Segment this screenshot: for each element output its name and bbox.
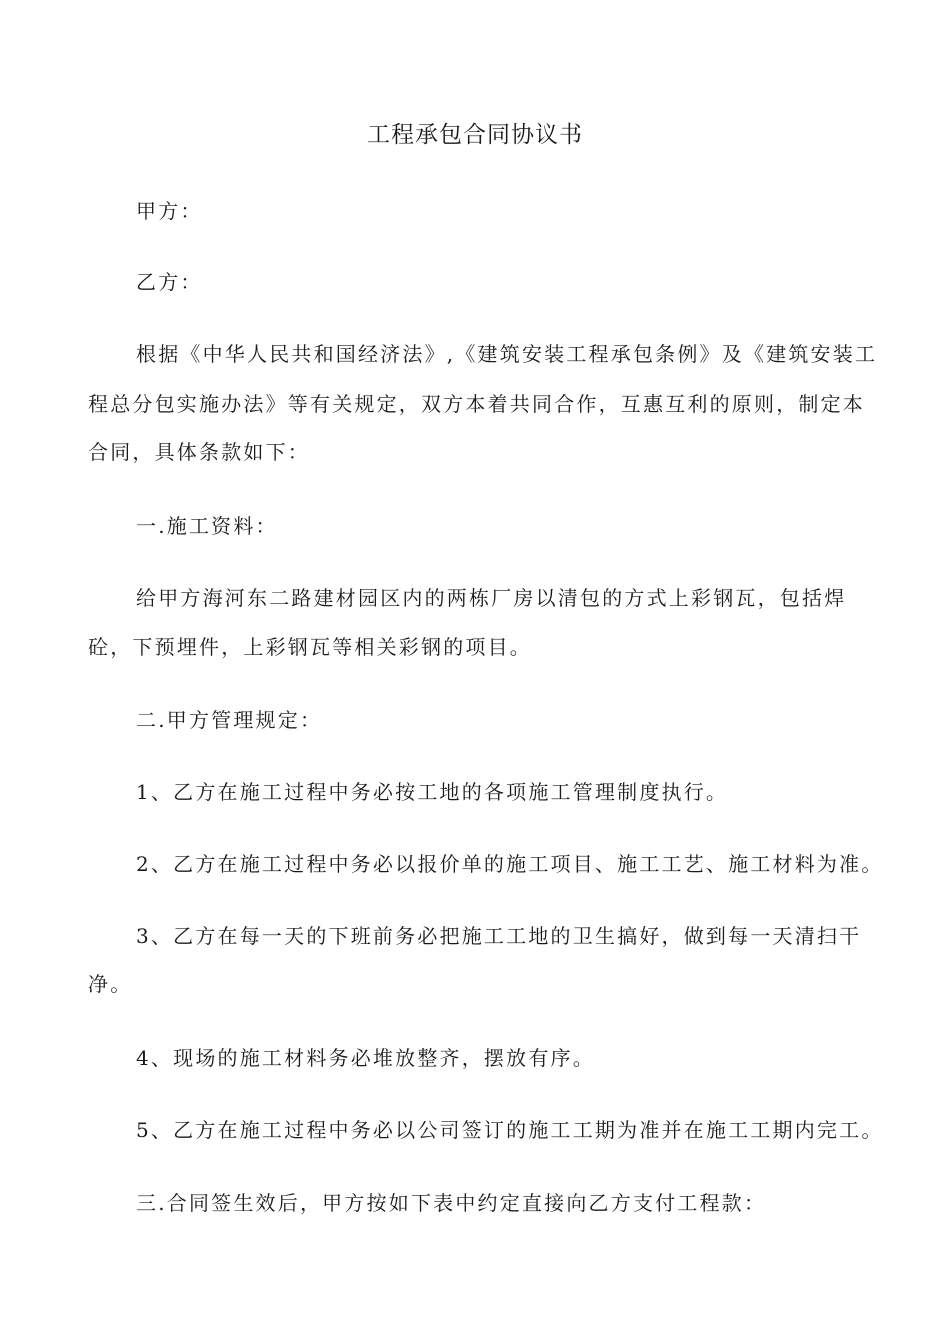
document-title: 工程承包合同协议书 — [367, 122, 583, 148]
intro-line-2: 程总分包实施办法》等有关规定，双方本着共同合作，互惠互利的原则，制定本 — [88, 392, 865, 416]
intro-line-1: 根据《中华人民共和国经济法》,《建筑安装工程承包条例》及《建筑安装工 — [136, 342, 878, 366]
section-1-heading: 一.施工资料： — [136, 514, 278, 538]
section-1-line-1: 给甲方海河东二路建材园区内的两栋厂房以清包的方式上彩钢瓦，包括焊 — [136, 586, 847, 610]
intro-line-3: 合同，具体条款如下： — [88, 440, 310, 464]
party-a-label: 甲方： — [136, 199, 203, 223]
party-b-label: 乙方： — [136, 270, 203, 294]
section-3-heading: 三.合同签生效后，甲方按如下表中约定直接向乙方支付工程款： — [136, 1191, 767, 1215]
section-2-heading: 二.甲方管理规定： — [136, 708, 323, 732]
rule-5: 5、乙方在施工过程中务必以公司签订的施工工期为准并在施工工期内完工。 — [136, 1118, 884, 1142]
rule-1: 1、乙方在施工过程中务必按工地的各项施工管理制度执行。 — [136, 780, 729, 804]
rule-3-line-1: 3、乙方在每一天的下班前务必把施工工地的卫生搞好，做到每一天清扫干 — [136, 924, 862, 948]
rule-4: 4、现场的施工材料务必堆放整齐，摆放有序。 — [136, 1046, 595, 1070]
rule-2: 2、乙方在施工过程中务必以报价单的施工项目、施工工艺、施工材料为准。 — [136, 852, 884, 876]
rule-3-line-2: 净。 — [88, 972, 133, 996]
section-1-line-2: 砼，下预埋件，上彩钢瓦等相关彩钢的项目。 — [88, 635, 532, 659]
